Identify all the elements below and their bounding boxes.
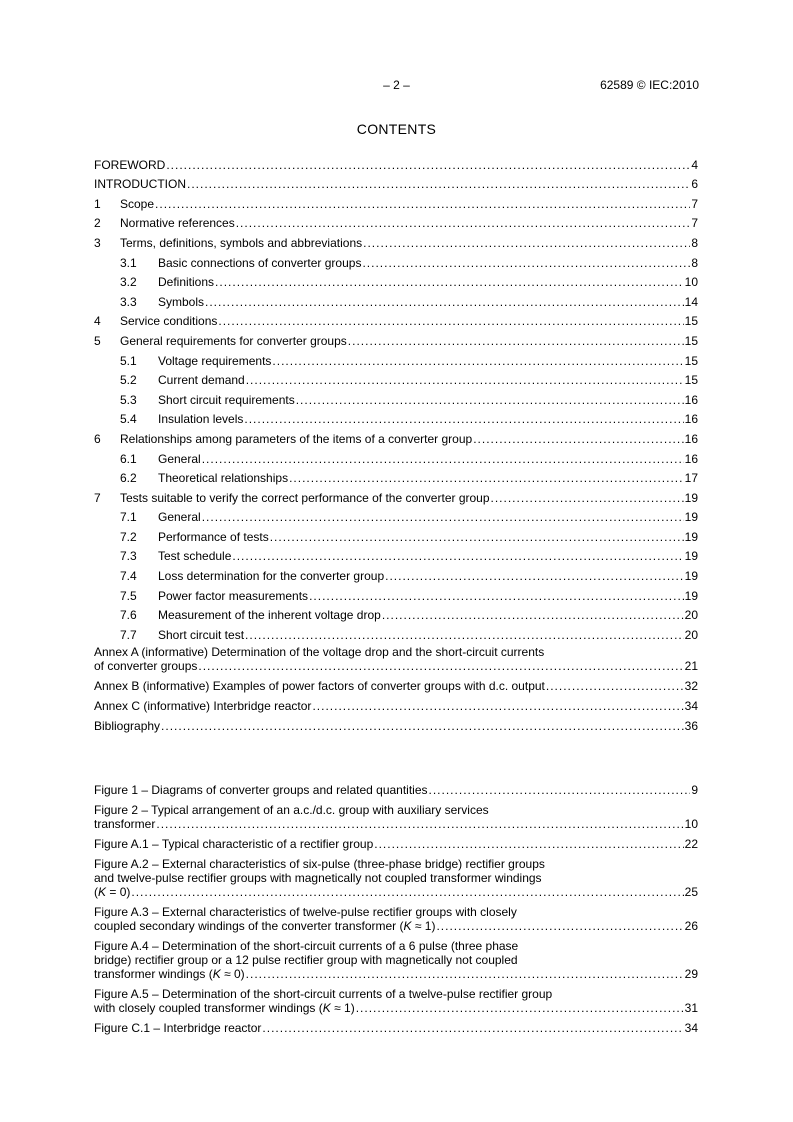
figure-page: 31 [684,1001,698,1015]
figure-entry[interactable] [94,803,698,831]
toc-label: INTRODUCTION [94,177,186,192]
leader-dots [363,236,690,250]
figure-label: Figure A.2 – External characteristics of six-pulse (three-phase bridge) rectifier groups [94,857,545,871]
leader-dots [202,452,684,466]
toc-entry[interactable] [94,191,698,211]
toc-label: Terms, definitions, symbols and abbreviations [120,235,363,250]
toc-page: 19 [684,490,698,505]
toc-number: 7.6 [120,608,137,623]
toc-label: Tests suitable to verify the correct performance of the converter group [120,490,490,505]
toc-page: 8 [691,235,698,250]
toc-page: 16 [684,451,698,466]
leader-dots [246,967,684,981]
toc-entry[interactable] [94,693,698,713]
toc-number: 5.2 [120,373,137,388]
toc-label: Service conditions [120,314,218,329]
toc-label: General requirements for converter groups [120,333,347,348]
toc-entry[interactable] [94,583,698,603]
toc-number: 7 [94,490,101,505]
leader-dots [309,589,684,603]
leader-dots [348,334,684,348]
figure-entry[interactable] [94,1021,698,1035]
leader-dots [312,699,683,713]
figure-page: 22 [684,837,698,851]
toc-number: 5.3 [120,392,137,407]
toc-label-end [94,659,698,673]
toc-entry[interactable] [94,603,698,623]
toc-label: General [158,451,201,466]
leader-dots [436,919,683,933]
toc-entry[interactable] [94,230,698,250]
leader-dots [272,354,683,368]
toc-label: Bibliography [94,718,161,733]
toc-label: Voltage requirements [158,353,272,368]
toc-page: 19 [684,510,698,525]
toc-label: FOREWORD [94,157,166,172]
toc-entry[interactable] [94,645,698,673]
figure-label: transformer windings (K ≈ 0) [94,967,245,981]
toc-page: 7 [691,196,698,211]
figure-label-end [94,783,698,797]
toc-number: 3.2 [120,275,137,290]
leader-dots [244,412,683,426]
toc-label: Annex C (informative) Interbridge reactor [94,698,312,713]
leader-dots [546,679,684,693]
figure-label: Figure A.1 – Typical characteristic of a rectifier group [94,837,374,851]
toc-page: 6 [691,177,698,192]
toc-page: 17 [684,471,698,486]
figure-label-end [94,837,698,851]
toc-entry[interactable] [94,309,698,329]
leader-dots [289,471,684,485]
leader-dots [236,216,691,230]
toc-number: 7.1 [120,510,137,525]
leader-dots [382,608,684,622]
leader-dots [374,837,683,851]
toc-page: 21 [684,658,698,673]
figure-page: 9 [691,783,698,797]
toc-page: 19 [684,549,698,564]
toc-entry[interactable] [94,152,698,172]
figure-label: and twelve-pulse rectifier groups with magnetically not coupled transformer windings [94,871,542,885]
page-number: – 2 – [383,78,410,92]
toc-label: Short circuit requirements [158,392,295,407]
figure-page: 25 [684,885,698,899]
leader-dots [131,885,683,899]
leader-dots [166,158,690,172]
toc-number: 2 [94,216,101,231]
figure-label-end [94,919,698,933]
toc-entry[interactable] [94,446,698,466]
toc-number: 7.5 [120,588,137,603]
toc-entry[interactable] [94,348,698,368]
toc-label: Definitions [158,275,215,290]
toc-page: 20 [684,627,698,642]
toc-page: 20 [684,608,698,623]
toc-entry[interactable] [94,713,698,733]
table-of-contents [94,152,698,733]
figure-label: Figure 2 – Typical arrangement of an a.c./d.c. group with auxiliary services [94,803,489,817]
toc-page: 10 [684,275,698,290]
toc-number: 7.4 [120,569,137,584]
toc-number: 3 [94,235,101,250]
figure-page: 10 [684,817,698,831]
leader-dots [262,1021,683,1035]
toc-label: Scope [120,196,155,211]
toc-entry[interactable] [94,211,698,231]
figure-label: (K = 0) [94,885,131,899]
toc-entry[interactable] [94,250,698,270]
toc-page: 15 [684,314,698,329]
leader-dots [198,659,683,673]
leader-dots [232,549,683,563]
toc-entry[interactable] [94,426,698,446]
toc-number: 7.3 [120,549,137,564]
figure-label: transformer [94,817,156,831]
figure-entry[interactable] [94,905,698,933]
toc-number: 1 [94,196,101,211]
leader-dots [356,1001,684,1015]
leader-dots [362,256,690,270]
toc-number: 7.7 [120,627,137,642]
leader-dots [296,393,684,407]
figure-entry[interactable] [94,837,698,851]
toc-page: 19 [684,529,698,544]
toc-number: 6.2 [120,471,137,486]
figure-label: Figure A.5 – Determination of the short-circuit currents of a twelve-pulse rectifier group [94,987,553,1001]
toc-number: 5 [94,333,101,348]
figure-label: Figure 1 – Diagrams of converter groups and related quantities [94,783,428,797]
leader-dots [385,569,684,583]
toc-label: Performance of tests [158,529,269,544]
toc-entry[interactable] [94,524,698,544]
toc-number: 5.1 [120,353,137,368]
toc-entry[interactable] [94,466,698,486]
leader-dots [161,719,684,733]
toc-page: 19 [684,569,698,584]
toc-entry[interactable] [94,387,698,407]
figure-label: Figure A.4 – Determination of the short-circuit currents of a 6 pulse (three phase [94,939,519,953]
toc-number: 6 [94,431,101,446]
toc-label: Relationships among parameters of the items of a converter group [120,431,473,446]
leader-dots [491,491,684,505]
toc-entry[interactable] [94,505,698,525]
toc-page: 15 [684,373,698,388]
toc-entry[interactable] [94,673,698,693]
figure-label: Figure A.3 – External characteristics of twelve-pulse rectifier groups with closely [94,905,517,919]
toc-label: of converter groups [94,658,198,673]
toc-label: Insulation levels [158,412,244,427]
toc-label: Current demand [158,373,245,388]
figure-label: with closely coupled transformer windings (K ≈ 1) [94,1001,355,1015]
toc-entry[interactable] [94,563,698,583]
page-title: CONTENTS [356,121,437,137]
toc-label: General [158,510,201,525]
toc-label: Annex A (informative) Determination of the voltage drop and the short-circuit currents [94,644,545,659]
toc-label: Theoretical relationships [158,471,289,486]
figure-label-end [94,967,698,981]
figure-entry[interactable] [94,987,698,1015]
toc-page: 32 [684,678,698,693]
toc-label: Symbols [158,294,205,309]
figure-label-end [94,817,698,831]
figure-page: 29 [684,967,698,981]
leader-dots [245,628,684,642]
figure-entry[interactable] [94,783,698,797]
toc-entry[interactable] [94,172,698,192]
toc-page: 7 [691,216,698,231]
toc-label: Measurement of the inherent voltage drop [158,608,381,623]
toc-label: Annex B (informative) Examples of power factors of converter groups with d.c. output [94,678,545,693]
list-of-figures [94,783,698,1035]
leader-dots [187,177,690,191]
toc-entry[interactable] [94,289,698,309]
figure-label: Figure C.1 – Interbridge reactor [94,1021,262,1035]
toc-page: 19 [684,588,698,603]
leader-dots [155,197,690,211]
toc-number: 3.3 [120,294,137,309]
figure-entry[interactable] [94,939,698,981]
leader-dots [205,295,684,309]
toc-page: 15 [684,333,698,348]
leader-dots [215,275,684,289]
toc-label: Short circuit test [158,627,245,642]
toc-entry[interactable] [94,622,698,642]
toc-label: Loss determination for the converter group [158,569,385,584]
figure-entry[interactable] [94,857,698,899]
standard-reference: 62589 © IEC:2010 [600,78,699,92]
toc-label: Power factor measurements [158,588,309,603]
toc-number: 4 [94,314,101,329]
toc-number: 3.1 [120,255,137,270]
toc-page: 14 [684,294,698,309]
figure-label-end [94,1001,698,1015]
leader-dots [156,817,683,831]
toc-number: 5.4 [120,412,137,427]
toc-entry[interactable] [94,328,698,348]
figure-page: 34 [684,1021,698,1035]
leader-dots [202,510,684,524]
leader-dots [473,432,683,446]
toc-label: Test schedule [158,549,232,564]
toc-page: 16 [684,392,698,407]
figure-label-end [94,1021,698,1035]
leader-dots [270,530,684,544]
toc-entry[interactable] [94,270,698,290]
toc-page: 8 [691,255,698,270]
leader-dots [429,783,691,797]
toc-page: 36 [684,718,698,733]
toc-entry[interactable] [94,544,698,564]
figure-page: 26 [684,919,698,933]
toc-entry[interactable] [94,485,698,505]
toc-number: 7.2 [120,529,137,544]
figure-label: coupled secondary windings of the converter transformer (K ≈ 1) [94,919,436,933]
toc-page: 16 [684,412,698,427]
figure-label-end [94,885,698,899]
toc-label: Normative references [120,216,235,231]
toc-page: 16 [684,431,698,446]
toc-number: 6.1 [120,451,137,466]
toc-entry[interactable] [94,407,698,427]
toc-entry[interactable] [94,368,698,388]
leader-dots [218,314,683,328]
toc-page: 15 [684,353,698,368]
leader-dots [246,373,684,387]
toc-page: 4 [691,157,698,172]
figure-label: bridge) rectifier group or a 12 pulse rectifier group with magnetically not coupled [94,953,518,967]
toc-page: 34 [684,698,698,713]
toc-label: Basic connections of converter groups [158,255,362,270]
